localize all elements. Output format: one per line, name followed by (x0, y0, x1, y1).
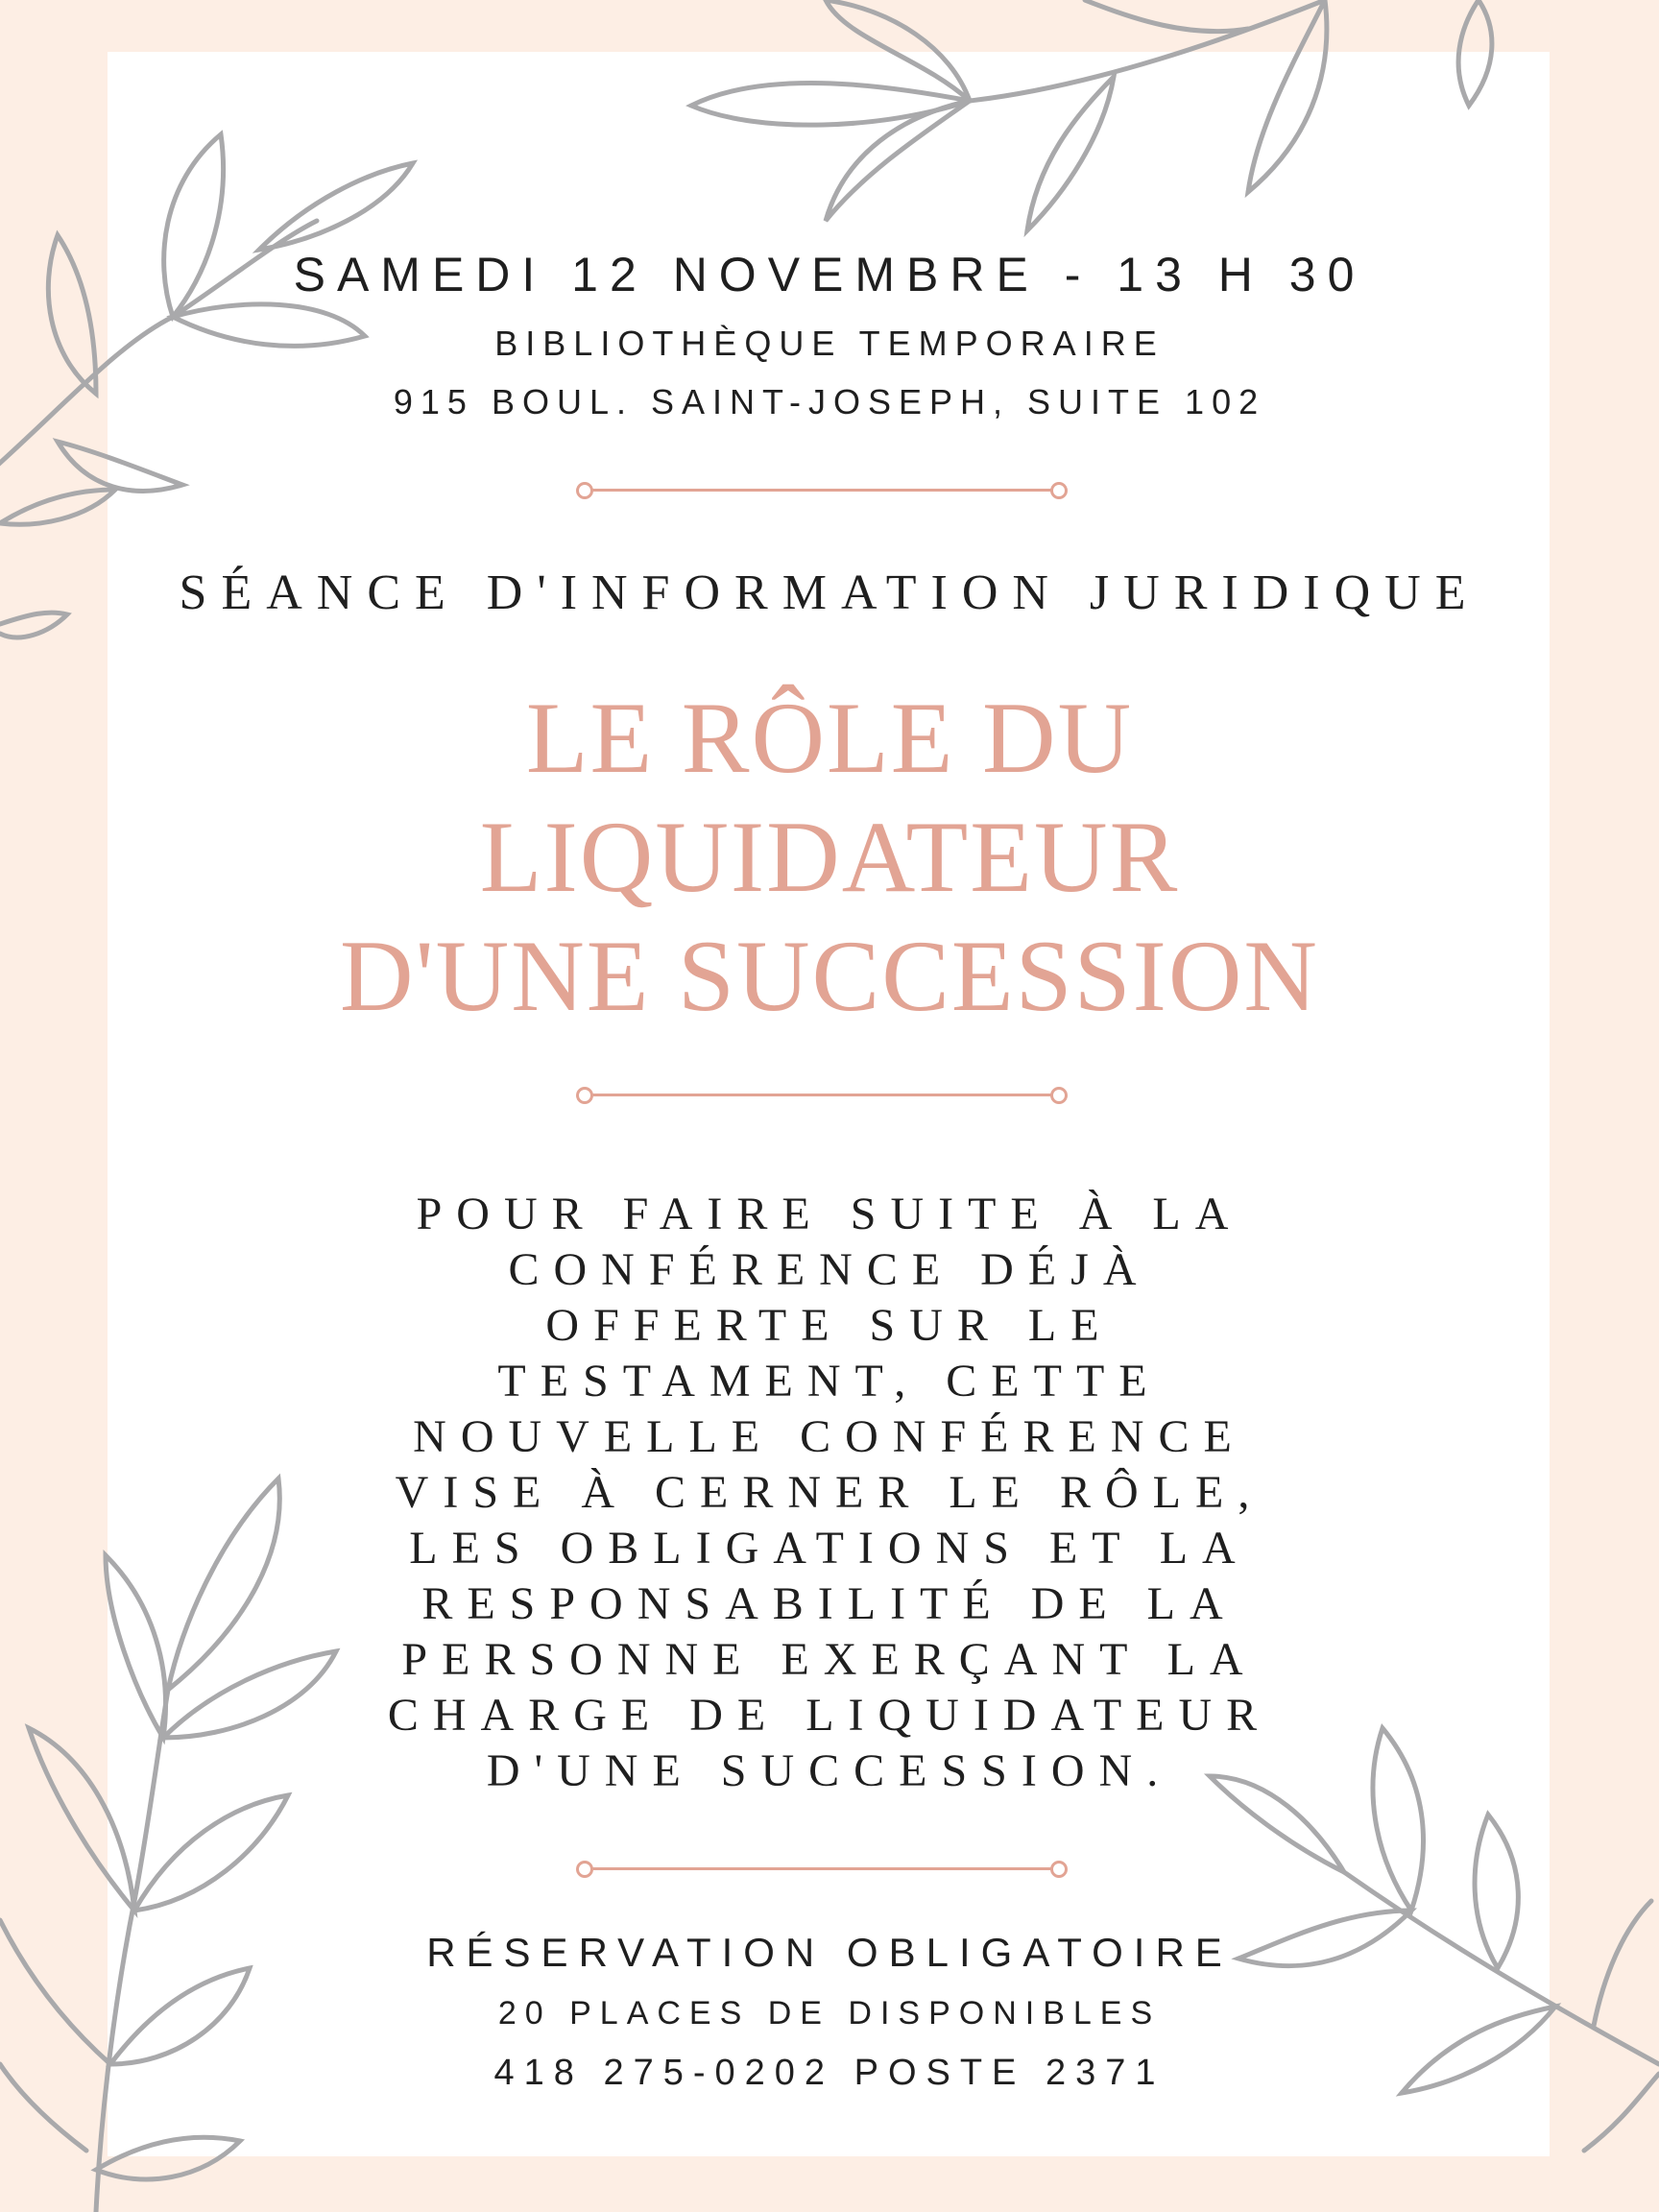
event-address: 915 BOUL. SAINT-JOSEPH, SUITE 102 (393, 382, 1266, 421)
title-line: D'UNE SUCCESSION (340, 920, 1319, 1032)
divider-ornament (576, 1085, 1068, 1104)
divider-ornament (576, 1859, 1068, 1878)
description-line: POUR FAIRE SUITE À LA (416, 1189, 1243, 1239)
description (0, 1187, 1659, 1799)
poster-panel (108, 52, 1550, 2156)
description-line: CHARGE DE LIQUIDATEUR (387, 1690, 1272, 1741)
title-line: LIQUIDATEUR (479, 801, 1180, 913)
reservation-heading: RÉSERVATION OBLIGATOIRE (426, 1930, 1233, 1975)
event-date-time: SAMEDI 12 NOVEMBRE - 13 H 30 (293, 248, 1366, 301)
event-venue: BIBLIOTHÈQUE TEMPORAIRE (494, 324, 1165, 363)
description-line: PERSONNE EXERÇANT LA (401, 1634, 1258, 1685)
divider-ornament (576, 480, 1068, 499)
description-line: NOUVELLE CONFÉRENCE (413, 1411, 1246, 1462)
description-line: OFFERTE SUR LE (545, 1300, 1114, 1351)
description-line: RESPONSABILITÉ DE LA (421, 1578, 1238, 1629)
description-line: LES OBLIGATIONS ET LA (409, 1523, 1250, 1574)
page-title (0, 679, 1659, 1036)
description-line: TESTAMENT, CETTE (497, 1356, 1162, 1407)
reservation-phone: 418 275-0202 POSTE 2371 (493, 2053, 1166, 2093)
session-type: SÉANCE D'INFORMATION JURIDIQUE (179, 565, 1480, 620)
description-line: D'UNE SUCCESSION. (486, 1745, 1173, 1796)
title-line: LE RÔLE DU (525, 682, 1134, 794)
description-line: CONFÉRENCE DÉJÀ (508, 1244, 1151, 1295)
description-line: VISE À CERNER LE RÔLE, (395, 1467, 1264, 1518)
reservation-places: 20 PLACES DE DISPONIBLES (497, 1995, 1162, 2032)
